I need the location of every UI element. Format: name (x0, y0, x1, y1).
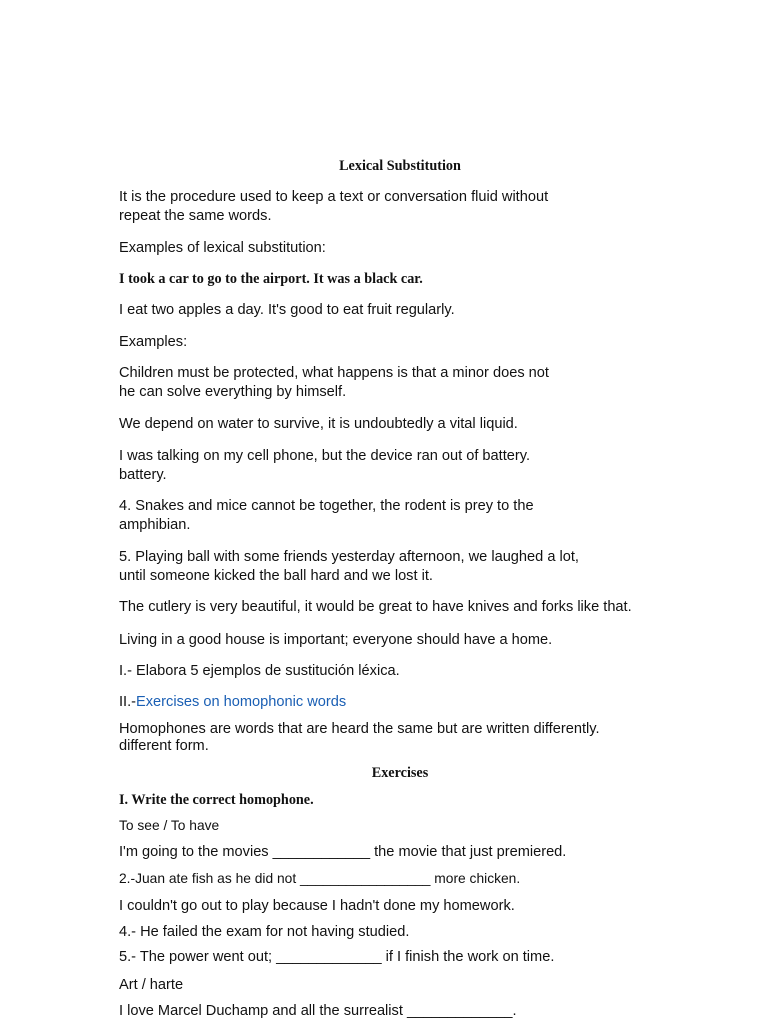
exercise-1: I'm going to the movies ____________ the movie that just premiered. (119, 844, 567, 860)
homophones-link[interactable]: Exercises on homophonic words (136, 694, 347, 710)
task-2-prefix: II.- (119, 694, 137, 710)
item-5-line-1: 5. Playing ball with some friends yesterday afternoon, we laughed a lot, (119, 549, 579, 565)
exercises-title: Exercises (371, 765, 429, 781)
item-2: We depend on water to survive, it is undoubtedly a vital liquid. (119, 416, 518, 432)
item-6: The cutlery is very beautiful, it would be great to have knives and forks like that. (119, 599, 632, 615)
exercise-instruction: I. Write the correct homophone. (119, 792, 314, 808)
item-4-line-1: 4. Snakes and mice cannot be together, the rodent is prey to the (119, 498, 534, 514)
item-1-line-2: he can solve everything by himself. (119, 384, 347, 400)
exercise-3: I couldn't go out to play because I hadn't done my homework. (119, 898, 515, 914)
exercise-4: 4.- He failed the exam for not having studied. (119, 924, 410, 940)
item-4-line-2: amphibian. (119, 517, 191, 533)
exercise-2: 2.-Juan ate fish as he did not _________________ more chicken. (119, 871, 521, 886)
item-3-line-1: I was talking on my cell phone, but the device ran out of battery. (119, 448, 531, 464)
intro-line-2: repeat the same words. (119, 208, 272, 224)
homophones-definition-line-2: different form. (119, 738, 209, 754)
examples-label: Examples: (119, 334, 188, 350)
word-pair-1: To see / To have (119, 818, 220, 833)
exercise-5: 5.- The power went out; _____________ if I finish the work on time. (119, 949, 555, 965)
bold-example: I took a car to go to the airport. It was a black car. (119, 271, 423, 287)
document-title: Lexical Substitution (339, 158, 461, 174)
item-3-line-2: battery. (119, 467, 167, 483)
homophones-definition-line-1: Homophones are words that are heard the same but are written differently. (119, 721, 600, 737)
item-7: Living in a good house is important; everyone should have a home. (119, 632, 553, 648)
exercise-6: I love Marcel Duchamp and all the surrealist _____________. (119, 1003, 517, 1019)
intro-line-1: It is the procedure used to keep a text or conversation fluid without (119, 189, 549, 205)
task-2 (119, 693, 346, 712)
example-apples: I eat two apples a day. It's good to eat fruit regularly. (119, 302, 455, 318)
examples-heading: Examples of lexical substitution: (119, 240, 326, 256)
item-5-line-2: until someone kicked the ball hard and we lost it. (119, 568, 433, 584)
item-1-line-1: Children must be protected, what happens is that a minor does not (119, 365, 549, 381)
word-pair-2: Art / harte (119, 977, 184, 993)
task-1: I.- Elabora 5 ejemplos de sustitución léxica. (119, 663, 400, 679)
